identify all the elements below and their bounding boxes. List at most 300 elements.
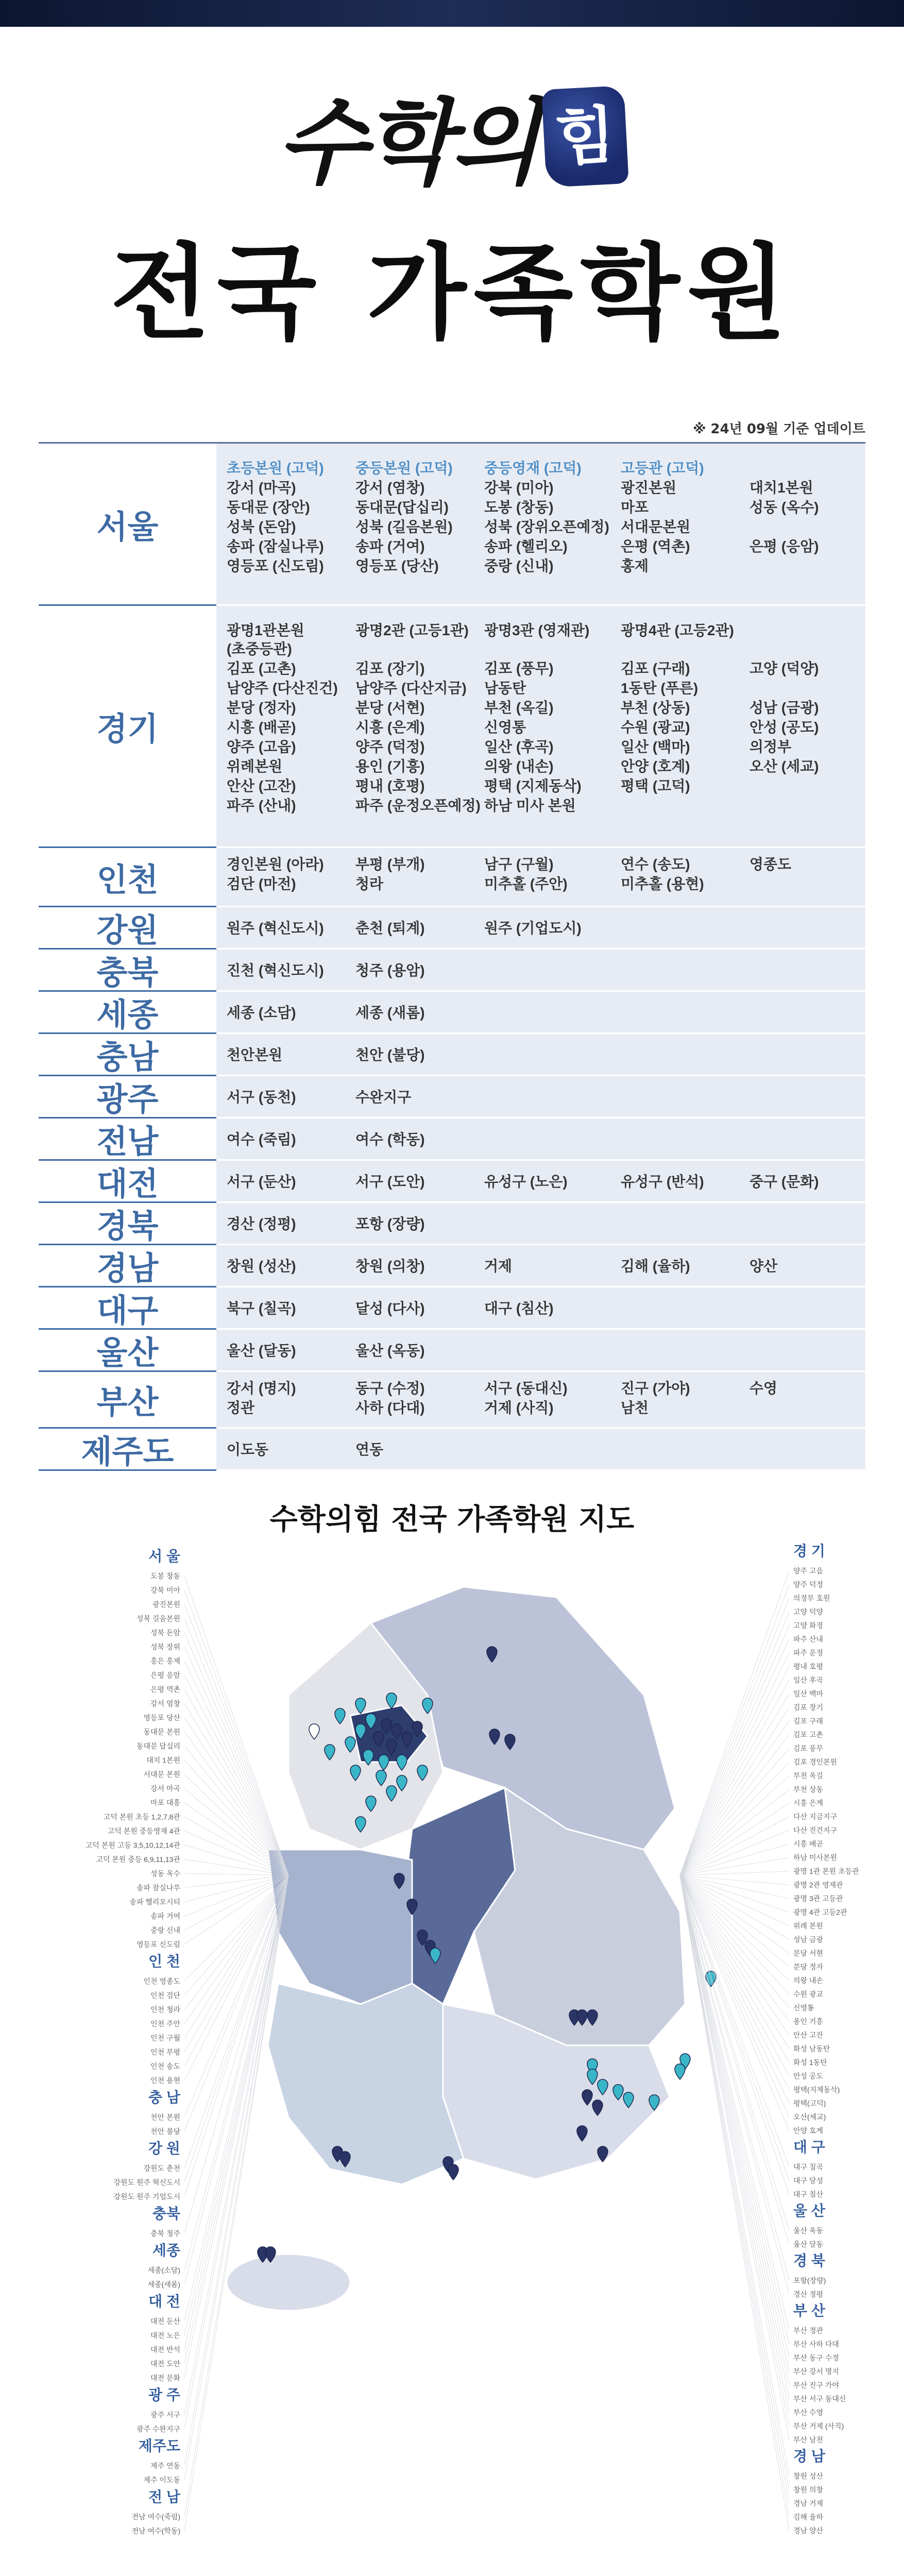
legend-right-item: 김포 고촌 (793, 1731, 823, 1739)
region-row-충남 (39, 1034, 865, 1077)
leader-line (680, 1875, 789, 2131)
legend-right-item: 시흥 은계 (793, 1799, 823, 1807)
legend-left-item: 영등포 당산 (143, 1714, 180, 1722)
academy-name: 서대문본원 (621, 519, 691, 535)
jeolla-province (268, 1984, 464, 2184)
legend-right-item: 부산 사하 다대 (793, 2340, 839, 2348)
academy-name: 원주 (기업도시) (484, 920, 582, 936)
leader-line (680, 1721, 789, 1876)
leader-line (680, 1875, 789, 1912)
legend-left-region: 전 남 (148, 2489, 180, 2505)
academy-name: 안산 (고잔) (227, 778, 296, 794)
academy-name: 송파 (잠실나루) (227, 538, 324, 554)
legend-right-item: 고양 화정 (793, 1621, 823, 1630)
region-row-강원 (39, 907, 865, 951)
legend-right-item: 일산 후곡 (793, 1676, 823, 1684)
legend-left-item: 인천 부평 (150, 2048, 180, 2056)
legend-left-item: 강원도 원주 혁신도시 (113, 2178, 180, 2187)
legend-right-item: 의정부 호원 (793, 1594, 830, 1602)
legend-right-item: 다산 진건지구 (793, 1826, 838, 1835)
legend-right-item: 평택(고덕) (793, 2099, 826, 2108)
academy-name: 수완지구 (355, 1089, 412, 1105)
legend-right-item: 고양 덕양 (793, 1607, 823, 1616)
academy-name: 동대문 (장안) (227, 499, 310, 515)
academy-name: 미추홀 (용현) (621, 876, 704, 892)
legend-right-item: 용인 기흥 (793, 2017, 823, 2026)
column-header: 중등영재 (고덕) (484, 460, 582, 476)
legend-right-region: 울 산 (793, 2202, 825, 2219)
academy-name: 부천 (옥길) (484, 700, 554, 716)
jeju-island (227, 2254, 350, 2311)
legend-right-item: 부산 거제 (사직) (793, 2422, 844, 2430)
academy-name: 김포 (장기) (355, 660, 425, 676)
academy-name: 은평 (응암) (749, 538, 819, 554)
legend-left-item: 대치 1본원 (146, 1756, 180, 1765)
academy-name: 안양 (호계) (621, 758, 690, 774)
academy-name: 시흥 (은계) (355, 719, 425, 735)
legend-left-item: 광주 서구 (150, 2411, 180, 2419)
academy-name: 포항 (장량) (355, 1216, 425, 1232)
region-row-seoul (39, 444, 865, 607)
academy-name: 연동 (355, 1442, 384, 1458)
leader-line (184, 1661, 288, 1875)
legend-right-item: 부산 남천 (793, 2435, 823, 2444)
legend-right-item: 부산 서구 동대신 (793, 2395, 846, 2403)
legend-right-item: 분당 정자 (793, 1962, 823, 1971)
legend-left-item: 성북 돈암 (150, 1629, 180, 1637)
region-cells (216, 1372, 865, 1429)
legend-right-item: 하남 미사본원 (793, 1853, 838, 1862)
legend-right-item: 광명 4관 고등2관 (793, 1908, 847, 1917)
legend-left-item: 대전 도안 (150, 2360, 180, 2368)
legend-left-item: 전남 여수(죽림) (131, 2513, 180, 2521)
legend-right-item: 울산 달동 (793, 2240, 823, 2248)
legend-right-item: 부산 진구 가야 (793, 2381, 839, 2389)
academy-name: 신영통 (484, 719, 526, 735)
leader-line (184, 1604, 288, 1875)
academy-name: 동대문(답십리) (355, 499, 449, 515)
leader-line (680, 1875, 789, 2426)
region-label: 인천 (39, 848, 216, 907)
academy-name: 청라 (355, 876, 384, 892)
region-label: 경북 (39, 1203, 216, 1245)
region-cells (216, 950, 865, 992)
brand-logo (0, 88, 904, 197)
legend-right-item: 창원 성산 (793, 2472, 823, 2480)
academy-name: 경인본원 (아라) (227, 856, 324, 872)
academy-name: 정관 (227, 1400, 255, 1416)
legend-right-item: 의왕 내손 (793, 1976, 823, 1985)
academy-name: 위례본원 (227, 758, 283, 774)
region-label: 대전 (39, 1161, 216, 1203)
legend-right-item: 분당 서현 (793, 1949, 823, 1957)
academy-name: 홍제 (621, 558, 649, 574)
legend-right-item: 안양 호계 (793, 2126, 823, 2135)
academy-name: 수영 (749, 1380, 778, 1396)
academy-name: 은평 (역촌) (621, 538, 690, 554)
academy-name: 성북 (장위오픈예정) (484, 519, 609, 535)
legend-right-item: 부산 동구 수정 (793, 2353, 839, 2362)
legend-right-item: 화성 1동탄 (793, 2058, 827, 2066)
legend-left-item: 홍은 홍제 (150, 1657, 180, 1665)
column-header: 초등본원 (고덕) (227, 460, 324, 476)
leader-line (184, 1875, 288, 2429)
legend-left-item: 영등포 신도림 (136, 1940, 180, 1948)
region-cells (216, 1203, 865, 1245)
academy-name: 영등포 (당산) (355, 558, 439, 574)
legend-left-item: 인천 송도 (150, 2062, 180, 2071)
academy-name: 파주 (산내) (227, 798, 296, 814)
leader-line (680, 1875, 789, 2294)
academy-name: 경산 (정평) (227, 1216, 296, 1232)
legend-left-item: 고덕 본원 고등 3,5,10,12,14관 (85, 1841, 180, 1850)
region-cells (216, 606, 865, 848)
academy-name: 대치1본원 (749, 480, 813, 496)
legend-left-item: 고덕 본원 중등 6,9,11,13관 (96, 1855, 180, 1863)
region-label: 광주 (39, 1076, 216, 1118)
leader-line (680, 1875, 789, 2399)
legend-left-item: 인천 검단 (150, 1991, 180, 1999)
academy-name: 의왕 (내손) (484, 758, 554, 774)
legend-right-item: 창원 의창 (793, 2485, 823, 2494)
academy-name: 영등포 (신도림) (227, 558, 324, 574)
academy-name: 서구 (동대신) (484, 1380, 568, 1396)
academy-name: 강북 (미아) (484, 480, 554, 496)
academy-name: 김포 (풍무) (484, 660, 554, 676)
leader-line (680, 1875, 789, 2476)
legend-right-item: 포항(장량) (793, 2276, 826, 2285)
academy-name: 강서 (마곡) (227, 480, 296, 496)
location-pin (675, 2064, 685, 2079)
leader-line (184, 1875, 288, 2117)
academy-name: 여수 (죽림) (227, 1131, 296, 1147)
legend-right-item: 대구 달성 (793, 2176, 823, 2185)
leader-line (680, 1875, 789, 2440)
academy-name: 오산 (세교) (749, 758, 819, 774)
column-header: 중등본원 (고덕) (355, 460, 453, 476)
leader-line (680, 1875, 789, 2517)
legend-left-region: 충북 (152, 2206, 180, 2222)
leader-line (680, 1875, 789, 2413)
leader-line (680, 1639, 789, 1876)
brand-seal (541, 86, 629, 188)
leader-line (680, 1694, 789, 1876)
academy-name: 서구 (동천) (227, 1089, 296, 1105)
legend-left-item: 세종(소담) (147, 2266, 180, 2275)
academy-name: 진구 (가야) (621, 1380, 690, 1396)
academy-name: 평내 (호평) (355, 778, 425, 794)
legend-left-item: 대전 반석 (150, 2345, 180, 2354)
academy-name: 남동탄 (484, 680, 526, 696)
academy-name: 유성구 (노은) (484, 1174, 568, 1190)
legend-right-item: 파주 운정 (793, 1649, 823, 1657)
leader-line (184, 1675, 288, 1876)
legend-left-item: 은평 응암 (150, 1671, 180, 1680)
academy-name: 세종 (소담) (227, 1005, 296, 1021)
legend-right-item: 광명 1관 본원 초등관 (793, 1867, 859, 1875)
leader-line (184, 1875, 288, 2480)
academy-name: 유성구 (반석) (621, 1174, 704, 1190)
academy-name: 대구 (침산) (484, 1300, 554, 1316)
location-pin (448, 2164, 458, 2180)
leader-line (680, 1735, 789, 1875)
academy-name: 진천 (혁신도시) (227, 962, 324, 978)
academy-name: 안성 (공도) (749, 719, 819, 735)
region-row-충북 (39, 950, 865, 993)
academy-name: 성동 (옥수) (749, 499, 819, 515)
region-row-경남 (39, 1245, 865, 1289)
region-row-울산 (39, 1330, 865, 1373)
leader-line (184, 1817, 288, 1876)
academy-name: 중랑 (신내) (484, 558, 554, 574)
leader-line (680, 1875, 789, 1994)
academy-name: 동구 (수정) (355, 1380, 425, 1396)
leader-line (680, 1875, 789, 2490)
legend-right-item: 평내 호평 (793, 1662, 823, 1671)
academy-name: 미추홀 (주안) (484, 876, 568, 892)
academy-name: 부평 (부개) (355, 856, 425, 872)
legend-left-item: 중랑 신내 (150, 1926, 180, 1935)
region-label: 제주도 (39, 1429, 216, 1471)
legend-left-item: 송파 거여 (150, 1912, 180, 1920)
leader-line (184, 1789, 288, 1876)
academy-name: 일산 (후곡) (484, 739, 554, 755)
academy-name: 송파 (헬리오) (484, 538, 568, 554)
region-label: 경기 (39, 606, 216, 848)
academy-name: 천안 (불당) (355, 1047, 425, 1063)
legend-left-region: 세종 (152, 2242, 180, 2259)
legend-right-item: 경산 정평 (793, 2290, 823, 2298)
academy-name: 송파 (거여) (355, 538, 425, 554)
region-cells (216, 1429, 865, 1471)
leader-line (680, 1875, 789, 2385)
legend-right-item: 경남 양산 (793, 2527, 823, 2535)
academy-name: 울산 (달동) (227, 1343, 296, 1359)
leader-line (184, 1732, 288, 1876)
legend-right-region: 경 남 (793, 2448, 825, 2464)
legend-left-item: 전남 여수(학동) (131, 2527, 180, 2535)
region-cells (216, 1034, 865, 1076)
leader-line (184, 1875, 288, 2517)
academy-name: 청주 (용암) (355, 962, 425, 978)
update-note: ※ 24년 09월 기준 업데이트 (693, 421, 865, 437)
location-pin (706, 1971, 716, 1987)
academy-name: 창원 (의창) (355, 1258, 425, 1274)
academy-name: 김포 (고촌) (227, 660, 296, 676)
legend-left-item: 대전 노은 (150, 2331, 180, 2340)
legend-left-region: 광 주 (148, 2387, 180, 2403)
legend-left-item: 인천 청라 (150, 2005, 180, 2014)
legend-right-item: 김해 율하 (793, 2513, 823, 2521)
legend-right-item: 안성 공도 (793, 2072, 823, 2080)
leader-line (680, 1844, 789, 1875)
leader-line (680, 1875, 789, 2231)
academy-name: 원주 (혁신도시) (227, 920, 324, 936)
academy-name: 거제 (484, 1258, 513, 1274)
legend-left-item: 인천 주안 (150, 2020, 180, 2028)
leader-line (680, 1571, 789, 1875)
legend-left-item: 천안 본원 (150, 2113, 180, 2122)
legend-right-item: 부산 정관 (793, 2326, 823, 2335)
academy-name: 연수 (송도) (621, 856, 690, 872)
academy-name: 사하 (다대) (355, 1400, 425, 1416)
legend-left-item: 제주 이도동 (143, 2476, 180, 2484)
academy-name: 평택 (고덕) (621, 778, 690, 794)
academy-name: 성북 (돈암) (227, 519, 296, 535)
legend-right-item: 양주 덕정 (793, 1580, 823, 1589)
academy-name: 김해 (율하) (621, 1258, 690, 1274)
legend-right-item: 오산(세교) (793, 2113, 826, 2121)
academy-name: 남구 (구월) (484, 856, 554, 872)
leader-line (680, 1749, 789, 1876)
brand-seal-text: 힘 (553, 98, 617, 174)
leader-line (680, 1803, 789, 1876)
academy-name: 광명1관본원 (초중등관) (227, 622, 304, 657)
legend-left-item: 인천 구월 (150, 2033, 180, 2042)
academy-name: 북구 (칠곡) (227, 1300, 296, 1316)
academy-name: 하남 미사 본원 (484, 798, 576, 814)
academy-name: 강서 (염창) (355, 480, 425, 496)
leader-line (680, 1653, 789, 1875)
legend-left-item: 충북 청주 (150, 2229, 180, 2238)
academy-name: 서구 (도안) (355, 1174, 425, 1190)
legend-right-item: 위례 본원 (793, 1922, 823, 1930)
leader-line (680, 1875, 789, 1926)
academy-name: 강서 (명지) (227, 1380, 296, 1396)
academy-name: 김포 (구래) (621, 660, 690, 676)
legend-right-item: 시흥 배곧 (793, 1840, 823, 1848)
academy-name: 도봉 (창동) (484, 499, 554, 515)
region-label: 서울 (39, 444, 216, 606)
leader-line (184, 1760, 288, 1876)
academy-name: 용인 (기흥) (355, 758, 425, 774)
academy-name: 성북 (길음본원) (355, 519, 453, 535)
academy-name: 의정부 (749, 739, 792, 755)
legend-right-item: 성남 금광 (793, 1935, 823, 1944)
academy-name: 고양 (덕양) (749, 660, 819, 676)
leader-line (680, 1625, 789, 1875)
legend-right-item: 김포 구래 (793, 1717, 823, 1725)
academy-name: 수원 (광교) (621, 719, 690, 735)
region-cells (216, 1245, 865, 1287)
academy-name: 검단 (마전) (227, 876, 296, 892)
academy-name: 광진본원 (621, 480, 677, 496)
academy-name: 분당 (정자) (227, 700, 296, 716)
legend-left-region: 강 원 (148, 2140, 180, 2157)
region-cells (216, 848, 865, 907)
legend-left-item: 고덕 본원 중등영재 4관 (107, 1827, 180, 1835)
academy-name: 여수 (학동) (355, 1131, 425, 1147)
leader-line (680, 1875, 789, 2049)
legend-left-item: 강북 미아 (150, 1586, 180, 1595)
legend-left-item: 강원도 원주 기업도시 (113, 2192, 180, 2201)
academy-name: 서구 (둔산) (227, 1174, 296, 1190)
leader-line (184, 1875, 288, 2531)
region-row-대전 (39, 1161, 865, 1204)
legend-left-item: 성북 길음본원 (136, 1614, 180, 1623)
legend-right-item: 광명 2관 영재관 (793, 1880, 843, 1889)
legend-left-item: 마포 대흥 (150, 1799, 180, 1807)
legend-right-item: 김포 장기 (793, 1703, 823, 1711)
legend-right-item: 김포 경인본원 (793, 1758, 838, 1766)
leader-line (184, 1875, 288, 2131)
academy-name: 천안본원 (227, 1047, 283, 1063)
leader-line (680, 1875, 789, 2358)
leader-line (680, 1831, 789, 1876)
legend-left-region: 인 천 (148, 1953, 180, 1970)
academy-name: 마포 (621, 499, 649, 515)
leader-line (680, 1875, 789, 2104)
academy-name: 평택 (지제동삭) (484, 778, 582, 794)
leader-line (184, 1718, 288, 1875)
legend-right-item: 평택(지제동삭) (793, 2086, 840, 2094)
leader-line (680, 1875, 789, 2344)
legend-left-item: 인천 용현 (150, 2076, 180, 2084)
region-row-대구 (39, 1287, 865, 1331)
legend-right-item: 신영통 (793, 2004, 814, 2012)
region-cells (216, 1076, 865, 1118)
legend-left-region: 서 울 (148, 1548, 180, 1564)
legend-right-item: 대구 침산 (793, 2190, 823, 2198)
legend-left-item: 성북 장위 (150, 1642, 180, 1651)
legend-left-item: 동대문 답십리 (136, 1742, 180, 1750)
region-cells (216, 1330, 865, 1372)
leader-line (680, 1875, 789, 2117)
academy-name: 시흥 (배곧) (227, 719, 296, 735)
legend-right-item: 수원 광교 (793, 1990, 823, 1998)
top-banner (0, 0, 904, 27)
region-cells (216, 1118, 865, 1161)
region-label: 경남 (39, 1245, 216, 1287)
region-label: 대구 (39, 1287, 216, 1330)
academy-name: 남양주 (다산진건) (227, 680, 338, 696)
legend-right-item: 부천 옥길 (793, 1771, 823, 1780)
legend-left-item: 천안 불당 (150, 2127, 180, 2136)
leader-line (184, 1590, 288, 1876)
legend-left-item: 광주 수완지구 (136, 2425, 180, 2433)
leader-line (680, 1707, 789, 1875)
legend-left-item: 고덕 본원 초등 1,2,7,8관 (103, 1812, 180, 1821)
leader-line (680, 1762, 789, 1875)
legend-left-item: 도봉 창동 (150, 1572, 180, 1580)
academy-name: 남천 (621, 1400, 649, 1416)
academy-name: 분당 (서현) (355, 700, 425, 716)
leader-line (184, 1746, 288, 1875)
leader-line (680, 1875, 789, 2194)
leader-line (680, 1585, 789, 1876)
academy-name: 일산 (백마) (621, 739, 690, 755)
academy-name: 광명3관 (영재관) (484, 622, 590, 638)
leader-line (184, 1619, 288, 1876)
region-row-경북 (39, 1203, 865, 1246)
academy-name: 세종 (새롬) (355, 1005, 425, 1021)
legend-left-item: 대전 문화 (150, 2374, 180, 2382)
region-label: 세종 (39, 992, 216, 1034)
legend-right-region: 경 기 (793, 1543, 825, 1559)
legend-left-item: 강서 염창 (150, 1699, 180, 1708)
legend-right-region: 부 산 (793, 2302, 825, 2319)
region-cells (216, 907, 865, 950)
legend-left-region: 충 남 (148, 2089, 180, 2106)
legend-left-item: 동대문 본원 (143, 1727, 180, 1736)
academy-name: 파주 (운정오픈예정) (355, 798, 481, 814)
region-cells (216, 992, 865, 1034)
legend-right-item: 울산 옥동 (793, 2226, 823, 2235)
legend-right-item: 광명 3관 고등관 (793, 1894, 843, 1903)
legend-right-item: 다산 지금지구 (793, 1812, 838, 1821)
academy-name: 1동탄 (푸른) (621, 680, 698, 696)
legend-left-item: 광진본원 (152, 1600, 180, 1608)
